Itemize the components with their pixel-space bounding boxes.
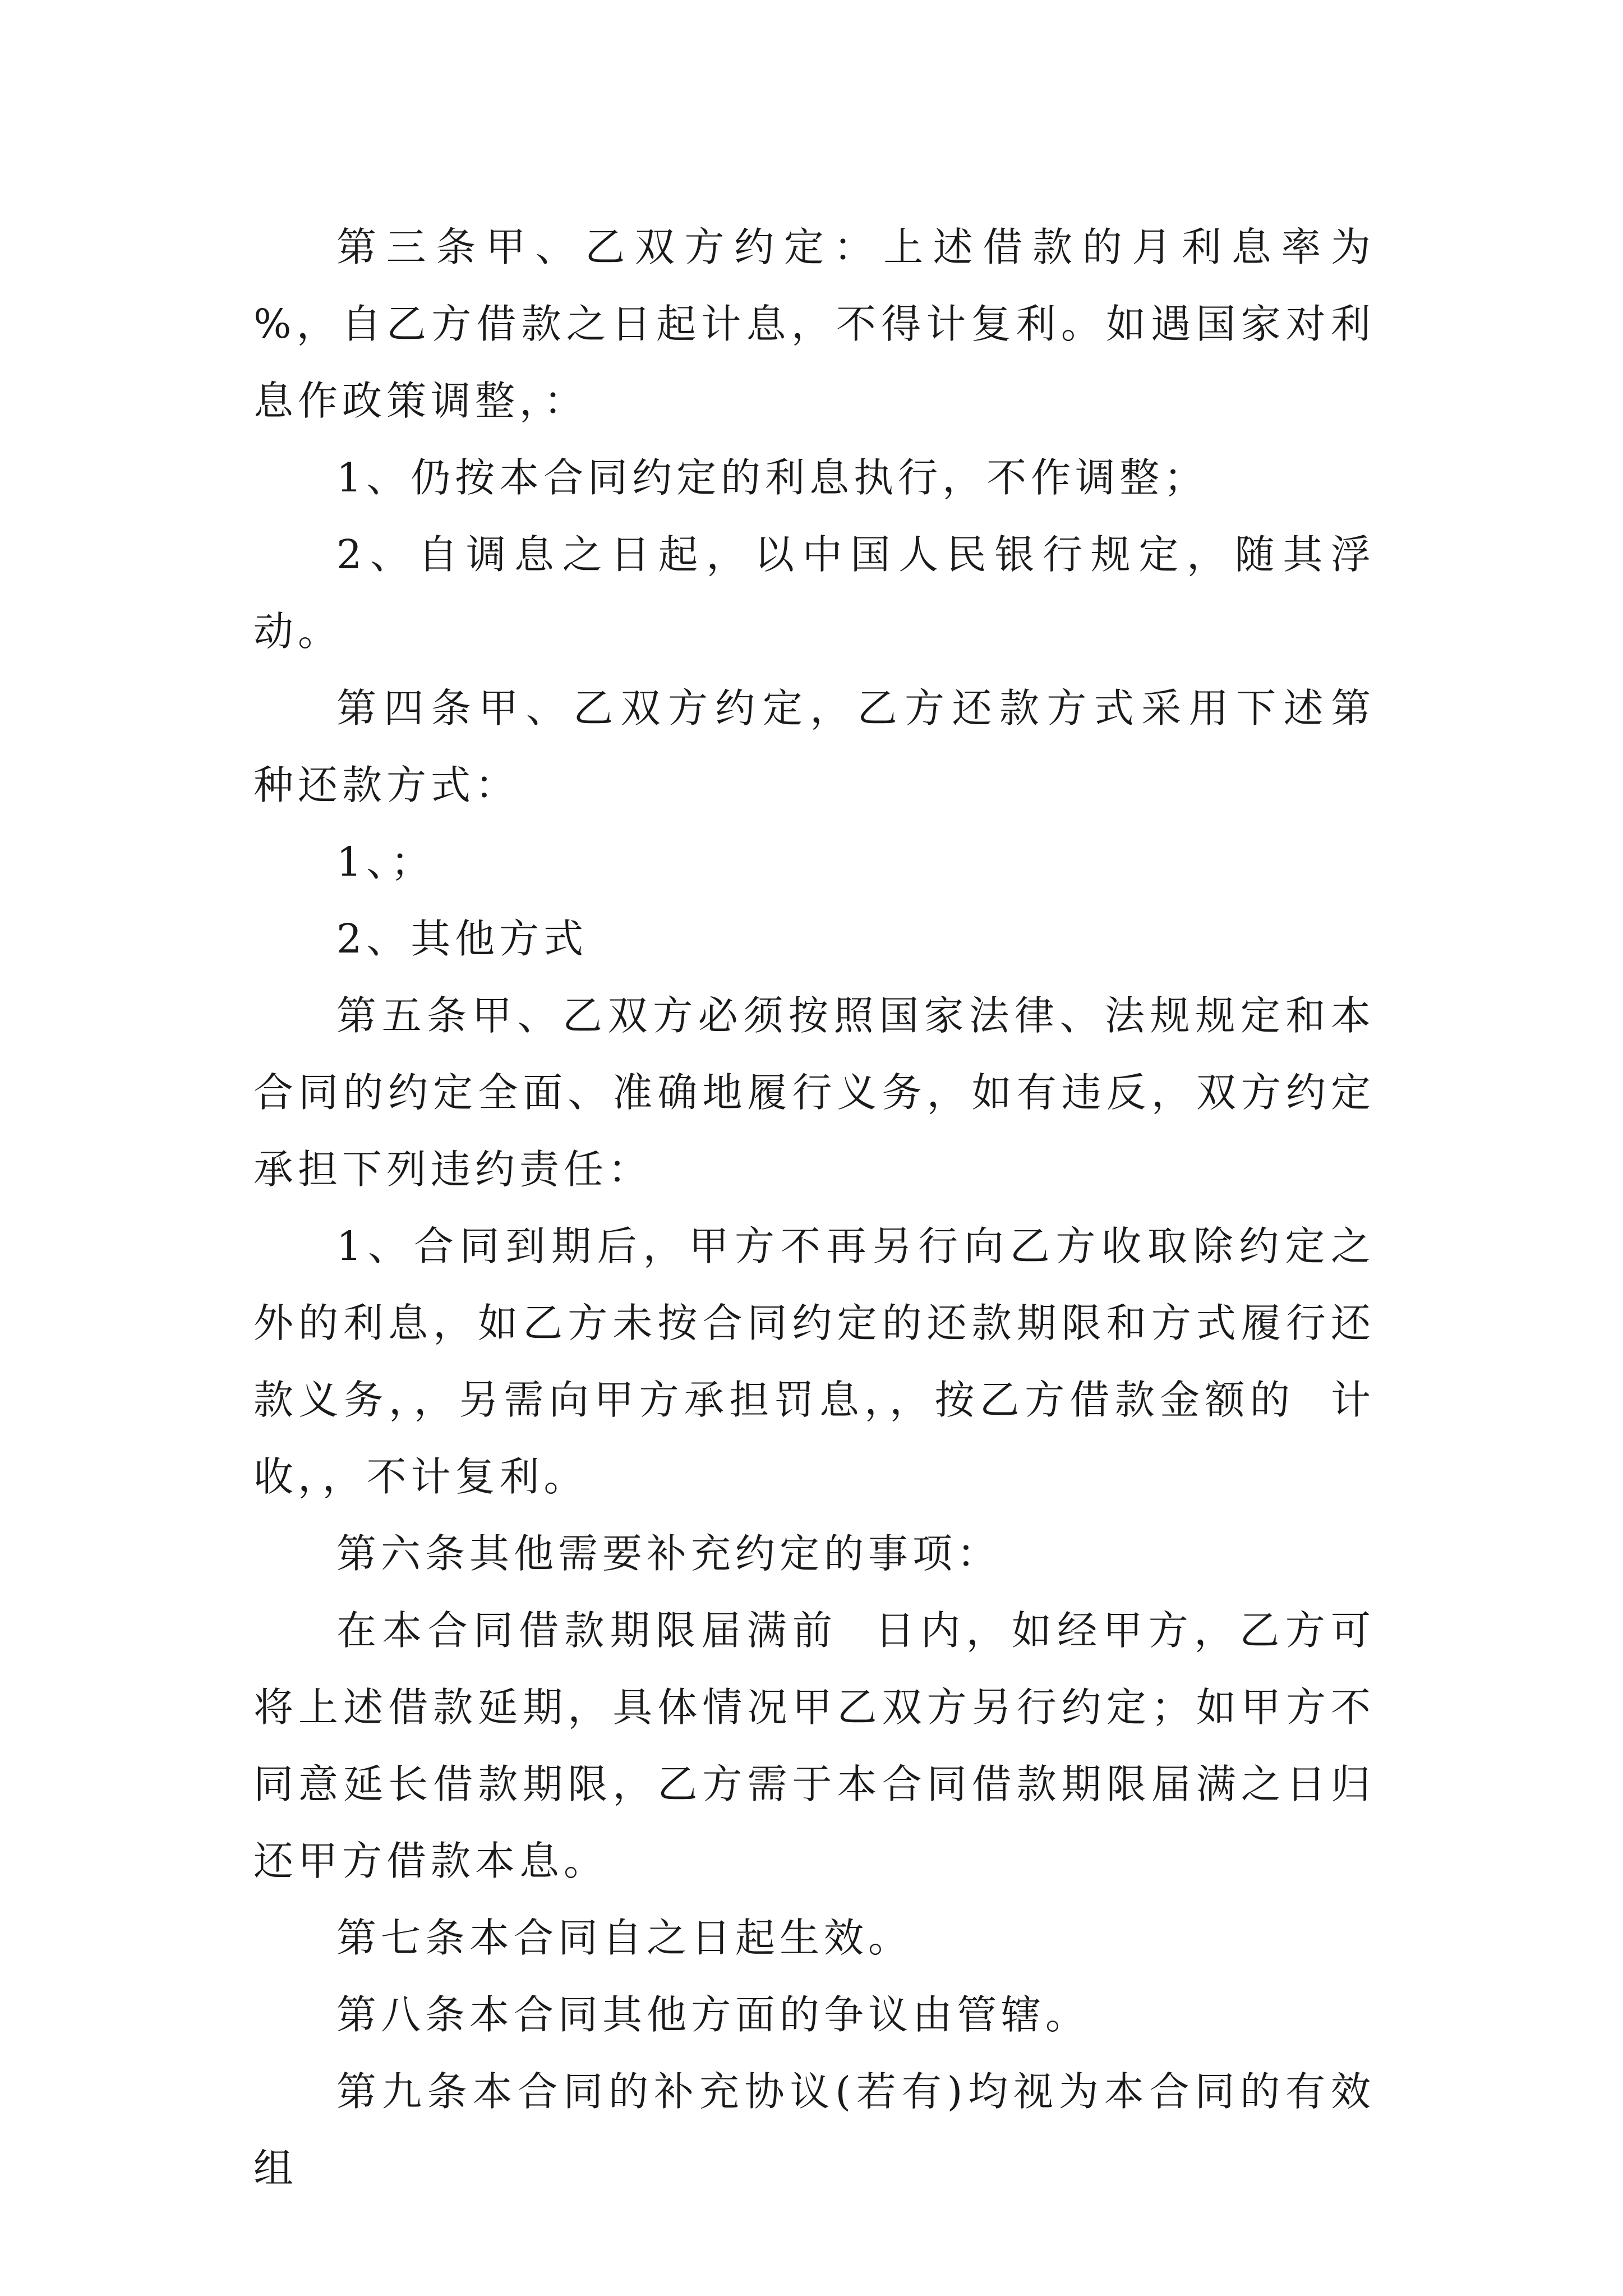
article-8-paragraph: 第八条本合同其他方面的争议由管辖。 <box>336 1991 1090 2038</box>
article-5-paragraph: 第五条甲、乙双方必须按照国家法律、法规规定和本合同的约定全面、准确地履行义务，如有违反，双方约定承担下列违约责任： <box>253 992 1375 1193</box>
article-6-detail: 在本合同借款期限届满前 日内，如经甲方，乙方可将上述借款延期，具体情况甲乙双方另行约定；如甲方不同意延长借款期限，乙方需于本合同借款期限届满之日归还甲方借款本息。 <box>253 1607 1375 1884</box>
article-5-item-1: 1、合同到期后，甲方不再另行向乙方收取除约定之外的利息，如乙方未按合同约定的还款期限和方式履行还款义务，，另需向甲方承担罚息，，按乙方借款金额的 计收，，不计复利。 <box>253 1223 1375 1500</box>
article-7-paragraph: 第七条本合同自之日起生效。 <box>336 1915 913 1961</box>
article-4-paragraph: 第四条甲、乙双方约定，乙方还款方式采用下述第 种还款方式： <box>253 685 1410 808</box>
article-4-option-2: 2、其他方式 <box>336 915 588 962</box>
article-3-option-2: 2、自调息之日起，以中国人民银行规定，随其浮动。 <box>253 531 1375 655</box>
article-4-option-1: 1、； <box>336 839 435 885</box>
article-9-paragraph: 第九条本合同的补充协议(若有)均视为本合同的有效组 <box>253 2068 1375 2192</box>
article-3-option-1: 1、仍按本合同约定的利息执行，不作调整； <box>336 454 1209 501</box>
article-3-paragraph: 第三条甲、乙双方约定：上述借款的月利息率为 %，自乙方借款之日起计息，不得计复利。如遇国家对利息作政策调整，： <box>253 224 1410 424</box>
article-6-paragraph: 第六条其他需要补充约定的事项： <box>336 1530 1002 1577</box>
document-body <box>253 209 1410 2207</box>
